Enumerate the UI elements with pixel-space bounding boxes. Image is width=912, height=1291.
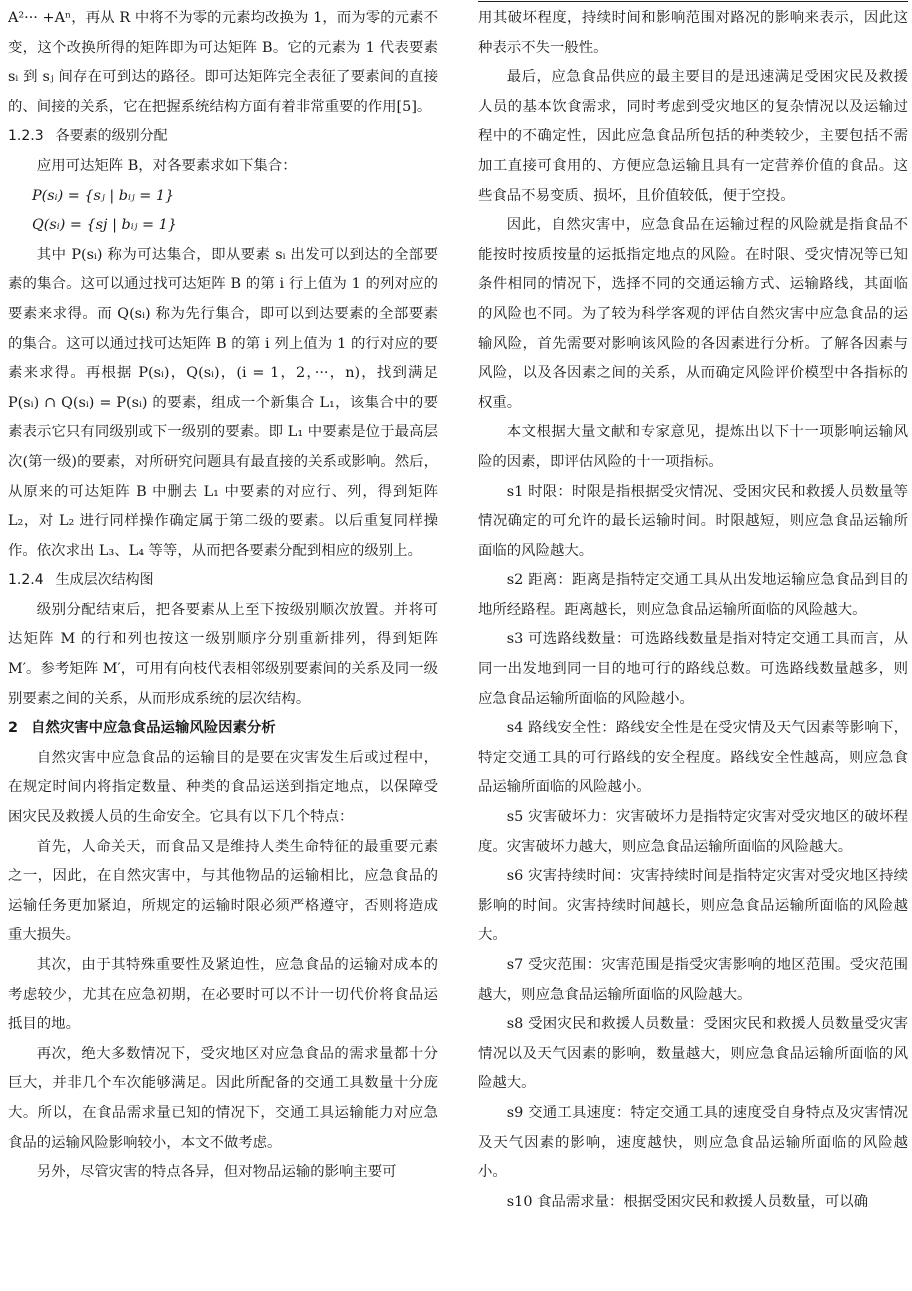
section-title: 生成层次结构图 xyxy=(55,572,154,589)
paragraph: 其中 P(sᵢ) 称为可达集合，即从要素 sᵢ 出发可以到达的全部要素的集合。这可以通过找可达矩阵 B 的第 i 行上值为 1 的列对应的要素来求得。而 Q(sᵢ) 称为先行集合，即可以到达要素的全部要素的集合。这可以通过找可达矩阵 B 的第 i 列上值为 1 的行对应的要素来求得。再根据 P(sᵢ)，Q(sᵢ)，(i = 1，2，···，n)，找到满足 P(sᵢ) ∩ Q(sᵢ) = P(sᵢ) 的要素，组成一个新集合 L₁，该集合中的要素表示它只有同级别或下一级别的要素。即 L₁ 中要素是位于最高层次(第一级)的要素，对所研究问题具有最直接的关系或影响。然后，从原来的可达矩阵 B 中删去 L₁ 中要素的对应行、列，得到矩阵 L₂，对 L₂ 进行同样操作确定属于第二级的要素。以后重复同样操作。依次求出 L₃、L₄ 等等，从而把各要素分配到相应的级别上。 xyxy=(8,246,438,559)
right-column xyxy=(478,4,908,1217)
section-heading-1-2-3 xyxy=(8,122,438,152)
section-title: 各要素的级别分配 xyxy=(55,128,168,145)
paragraph: 自然灾害中应急食品的运输目的是要在灾害发生后或过程中，在规定时间内将指定数量、种类的食品运送到指定地点，以保障受困灾民及救援人员的生命安全。它具有以下几个特点： xyxy=(8,749,438,826)
paragraph: A²··· +Aⁿ，再从 R 中将不为零的元素均改换为 1，而为零的元素不变，这个改换所得的矩阵即为可达矩阵 B。它的元素为 1 代表要素 sᵢ 到 sⱼ 间存在可到达的路径。即可达矩阵完全表征了要素间的直接的、间接的关系，它在把握系统结构方面有着非常重要的作用[5]。 xyxy=(8,10,438,115)
paragraph: 其次，由于其特殊重要性及紧迫性，应急食品的运输对成本的考虑较少，尤其在应急初期，在必要时可以不计一切代价将食品运抵目的地。 xyxy=(8,957,438,1033)
risk-factor-s5: s5 灾害破坏力：灾害破坏力是指特定灾害对受灾地区的破坏程度。灾害破坏力越大，则应急食品运输所面临的风险越大。 xyxy=(478,809,908,855)
paragraph: 用其破坏程度，持续时间和影响范围对路况的影响来表示，因此这种表示不失一般性。 xyxy=(478,10,908,56)
paragraph: 首先，人命关天，而食品又是维持人类生命特征的最重要元素之一，因此，在自然灾害中，与其他物品的运输相比，应急食品的运输任务更加紧迫，所规定的运输时限必须严格遵守，否则将造成重大损失。 xyxy=(8,838,438,944)
paragraph: 再次，绝大多数情况下，受灾地区对应急食品的需求量都十分巨大，并非几个车次能够满足。因此所配备的交通工具数量十分庞大。所以，在食品需求量已知的情况下，交通工具运输能力对应急食品的运输风险影响较小，本文不做考虑。 xyxy=(8,1045,438,1151)
section-title: 自然灾害中应急食品运输风险因素分析 xyxy=(31,720,276,737)
risk-factor-s1: s1 时限：时限是指根据受灾情况、受困灾民和救援人员数量等情况确定的可允许的最长运输时间。时限越短，则应急食品运输所面临的风险越大。 xyxy=(478,483,908,559)
section-number: 2 xyxy=(8,720,19,737)
section-heading-2 xyxy=(8,714,438,744)
section-number: 1.2.3 xyxy=(8,128,44,145)
paragraph: 最后，应急食品供应的最主要目的是迅速满足受困灾民及救援人员的基本饮食需求，同时考虑到受灾地区的复杂情况以及运输过程中的不确定性，因此应急食品所包括的种类较少，主要包括不需加工直接可食用的、方便应急运输且具有一定营养价值的食品。这些食品不易变质、损坏，且价值较低，便于空投。 xyxy=(478,69,908,204)
paragraph: 另外，尽管灾害的特点各异，但对物品运输的影响主要可 xyxy=(36,1164,397,1181)
risk-factor-s4: s4 路线安全性：路线安全性是在受灾情及天气因素等影响下，特定交通工具的可行路线的安全程度。路线安全性越高，则应急食品运输所面临的风险越小。 xyxy=(478,720,908,796)
paragraph: 级别分配结束后，把各要素从上至下按级别顺次放置。并将可达矩阵 M 的行和列也按这一级别顺序分别重新排列，得到矩阵 M′。参考矩阵 M′，可用有向枝代表相邻级别要素间的关系及同一级别要素之间的关系，从而形成系统的层次结构。 xyxy=(8,601,438,707)
section-number: 1.2.4 xyxy=(8,572,44,589)
paragraph: 因此，自然灾害中，应急食品在运输过程的风险就是指食品不能按时按质按量的运抵指定地点的风险。在时限、受灾情况等已知条件相同的情况下，选择不同的交通运输方式、运输路线，其面临的风险也不同。为了较为科学客观的评估自然灾害中应急食品的运输风险，首先需要对影响该风险的各因素进行分析。了解各因素与风险，以及各因素之间的关系，从而确定风险评价模型中各指标的权重。 xyxy=(478,217,908,411)
left-column xyxy=(8,4,438,1188)
paragraph: 本文根据大量文献和专家意见，提炼出以下十一项影响运输风险的因素，即评估风险的十一项指标。 xyxy=(478,424,908,470)
risk-factor-s8: s8 受困灾民和救援人员数量：受困灾民和救援人员数量受灾害情况以及天气因素的影响，数量越大，则应急食品运输所面临的风险越大。 xyxy=(478,1016,908,1092)
risk-factor-s6: s6 灾害持续时间：灾害持续时间是指特定灾害对受灾地区持续影响的时间。灾害持续时间越长，则应急食品运输所面临的风险越大。 xyxy=(478,868,908,944)
paragraph: 应用可达矩阵 B，对各要素求如下集合： xyxy=(36,157,297,174)
risk-factor-s3: s3 可选路线数量：可选路线数量是指对特定交通工具而言，从同一出发地到同一目的地可行的路线总数。可选路线数量越多，则应急食品运输所面临的风险越小。 xyxy=(478,631,908,707)
risk-factor-s9: s9 交通工具速度：特定交通工具的速度受自身特点及灾害情况及天气因素的影响，速度越快，则应急食品运输所面临的风险越小。 xyxy=(478,1104,908,1181)
risk-factor-s7: s7 受灾范围：灾害范围是指受灾害影响的地区范围。受灾范围越大，则应急食品运输所面临的风险越大。 xyxy=(478,957,908,1003)
formula-antecedent-set: Q(sᵢ) = {sj | bᵢⱼ = 1} xyxy=(32,217,177,234)
formula-reachable-set: P(sᵢ) = {sⱼ | bᵢⱼ = 1} xyxy=(32,187,175,204)
header-rule xyxy=(478,1,908,2)
section-heading-1-2-4 xyxy=(8,566,438,596)
risk-factor-s10: s10 食品需求量：根据受困灾民和救援人员数量，可以确 xyxy=(506,1193,869,1210)
risk-factor-s2: s2 距离：距离是指特定交通工具从出发地运输应急食品到目的地所经路程。距离越长，则应急食品运输所面临的风险越大。 xyxy=(478,572,908,618)
